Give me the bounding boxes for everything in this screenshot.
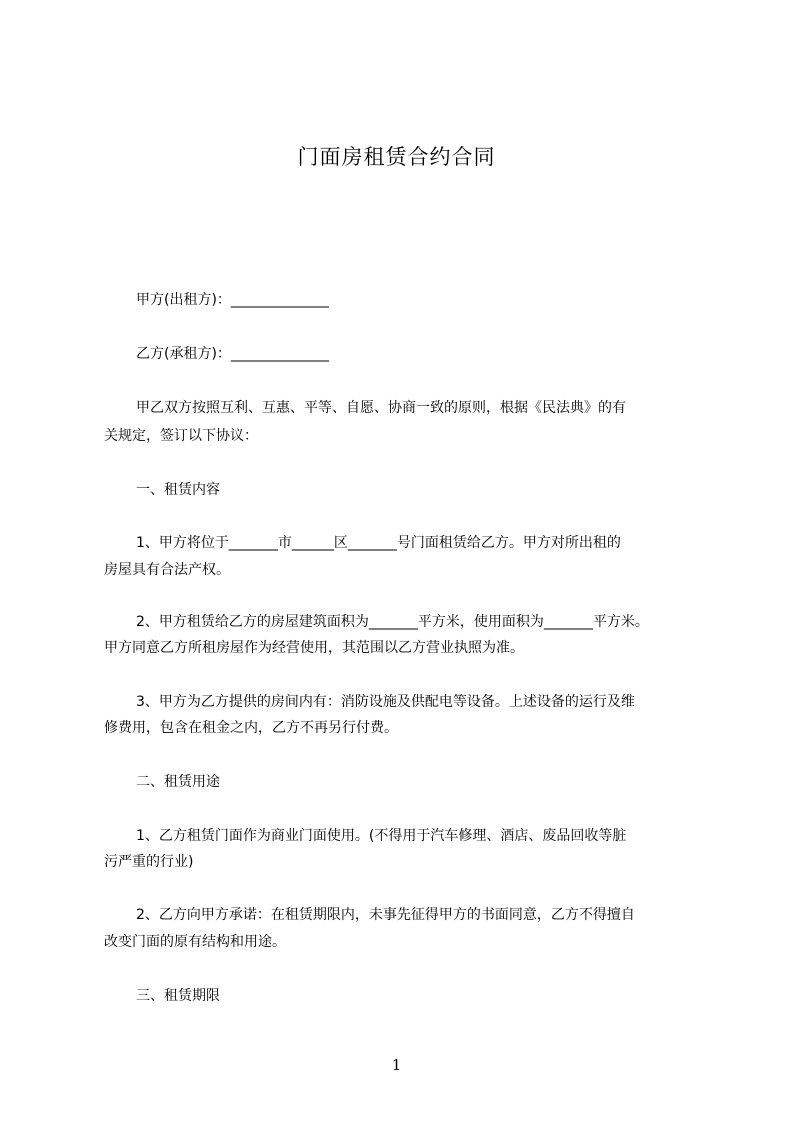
section-1-item-1-line-2: 房屋具有合法产权。 bbox=[104, 562, 230, 578]
party-a-line: 甲方(出租方)：______________ bbox=[136, 292, 329, 308]
intro-paragraph-line-2: 关规定，签订以下协议： bbox=[104, 428, 258, 444]
intro-paragraph-line-1: 甲乙双方按照互利、互惠、平等、自愿、协商一致的原则，根据《民法典》的有 bbox=[136, 400, 626, 416]
party-b-line: 乙方(承租方)：______________ bbox=[136, 346, 329, 362]
document-title: 门面房租赁合约合同 bbox=[297, 145, 496, 169]
section-1-item-2-line-2: 甲方同意乙方所租房屋作为经营使用，其范围以乙方营业执照为准。 bbox=[104, 640, 524, 656]
section-2-heading: 二、租赁用途 bbox=[136, 774, 220, 790]
section-1-heading: 一、租赁内容 bbox=[136, 482, 220, 498]
section-1-item-3-line-2: 修费用，包含在租金之内，乙方不再另行付费。 bbox=[104, 720, 398, 736]
page-number: 1 bbox=[391, 1056, 402, 1074]
section-1-item-1-line-1: 1、甲方将位于_______市______区_______号门面租赁给乙方。甲方对所出租的 bbox=[136, 535, 621, 551]
section-2-item-1-line-1: 1、乙方租赁门面作为商业门面使用。(不得用于汽车修理、酒店、废品回收等脏 bbox=[136, 828, 627, 844]
section-2-item-2-line-2: 改变门面的原有结构和用途。 bbox=[104, 934, 286, 950]
section-2-item-2-line-1: 2、乙方向甲方承诺：在租赁期限内，未事先征得甲方的书面同意，乙方不得擅自 bbox=[136, 907, 635, 923]
section-1-item-3-line-1: 3、甲方为乙方提供的房间内有：消防设施及供配电等设备。上述设备的运行及维 bbox=[136, 694, 635, 710]
section-2-item-1-line-2: 污严重的行业) bbox=[104, 854, 194, 870]
section-1-item-2-line-1: 2、甲方租赁给乙方的房屋建筑面积为_______平方米，使用面积为_______平方米。 bbox=[136, 614, 649, 630]
section-3-heading: 三、租赁期限 bbox=[136, 988, 220, 1004]
